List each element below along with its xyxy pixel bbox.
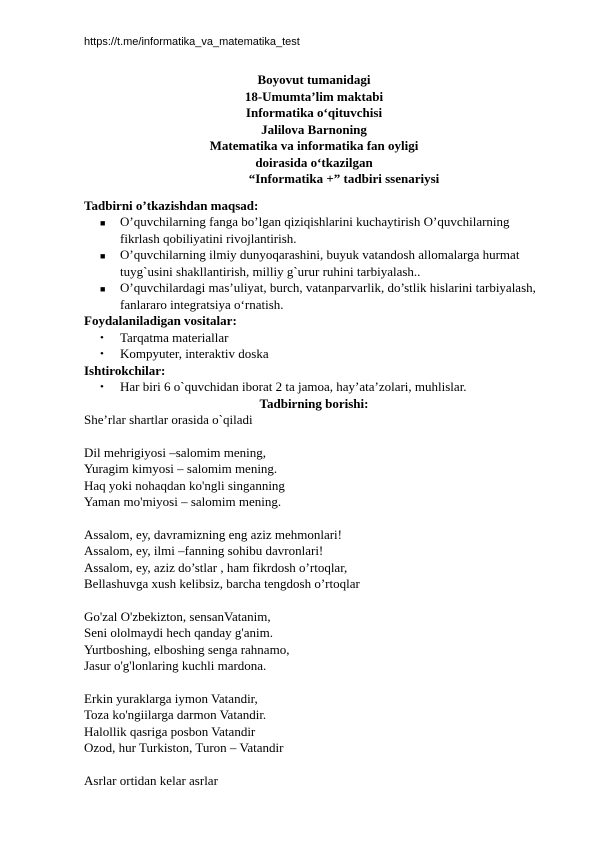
header-line: “Informatika +” tadbiri ssenariysi: [248, 171, 440, 186]
poem-line: Erkin yuraklarga iymon Vatandir,: [84, 690, 258, 706]
bullet-icon: •: [100, 348, 104, 360]
header-line: doirasida o‘tkazilgan: [255, 154, 373, 170]
poem-line: Jasur o'g'lonlaring kuchli mardona.: [84, 658, 267, 673]
poem-line: Assalom, ey, aziz do’stlar , ham fikrdosh o’rtoqlar,: [84, 559, 348, 575]
poem-line: Assalom, ey, davramizning eng aziz mehmonlari!: [84, 526, 342, 542]
list-item: ■ O’quvchilarning ilmiy dunyoqarashini, buyuk vatandosh allomalarga hurmat tuyg`usini shakllantirish, milliy g`urur ruhini tarbiyalash..: [100, 247, 520, 279]
poem-line: Go'zal O'zbekizton, sensanVatanim,: [84, 608, 271, 624]
poem-stanza: [84, 609, 544, 675]
poem-line: Bellashuvga xush kelibsiz, barcha tengdosh o’rtoqlar: [84, 576, 360, 591]
header-line: Jalilova Barnoning: [261, 121, 367, 137]
goal-list: [84, 214, 544, 313]
document-body: [84, 72, 544, 789]
participants-list: [84, 379, 544, 396]
poem-line: Dil mehrigiyosi –salomim mening,: [84, 444, 266, 460]
square-bullet-icon: ■: [100, 284, 106, 294]
list-item: • Har biri 6 o`quvchidan iborat 2 ta jamoa, hay’ata’zolari, muhlislar.: [100, 379, 467, 394]
poem-line: Assalom, ey, ilmi –fanning sohibu davronlari!: [84, 543, 324, 558]
poem-line: Seni ololmaydi hech qanday g'anim.: [84, 625, 273, 640]
list-item: • Tarqatma materiallar: [100, 329, 229, 345]
bullet-icon: •: [100, 331, 104, 344]
poem-line: Asrlar ortidan kelar asrlar: [84, 772, 218, 788]
poem-line: Yuragim kimyosi – salomim mening.: [84, 461, 278, 476]
poem-line: Haq yoki nohaqdan ko'ngli singanning: [84, 477, 285, 493]
poem-line: Toza ko'ngiilarga darmon Vatandir.: [84, 707, 267, 722]
document-header: [84, 72, 544, 188]
poem-stanza: [84, 527, 544, 593]
header-line: Informatika o‘qituvchisi: [245, 105, 383, 120]
header-line: Boyovut tumanidagi: [257, 72, 371, 87]
header-line: 18-Umumta’lim maktabi: [244, 88, 384, 104]
list-item: • Kompyuter, interaktiv doska: [100, 346, 269, 361]
header-line: Matematika va informatika fan oyligi: [209, 138, 419, 153]
square-bullet-icon: ■: [100, 251, 106, 261]
list-item: ■ O’quvchilarning fanga bo’lgan qiziqishlarini kuchaytirish O’quvchilarning fikrlash qobiliyatini rivojlantirish.: [100, 214, 510, 246]
poem-line: Yurtboshing, elboshing senga rahnamo,: [84, 641, 290, 657]
progress-title: Tadbirning borishi:: [259, 395, 369, 411]
poem-line: Ozod, hur Turkiston, Turon – Vatandir: [84, 740, 284, 755]
poem-stanza: [84, 691, 544, 757]
tools-list: [84, 330, 544, 363]
poem-line: Halollik qasriga posbon Vatandir: [84, 723, 256, 739]
intro-text: She’rlar shartlar orasida o`qiladi: [84, 412, 253, 427]
poem-line: Yaman mo'miyosi – salomim mening.: [84, 494, 282, 509]
square-bullet-icon: ■: [100, 218, 106, 228]
tools-title: Foydalaniladigan vositalar:: [84, 313, 237, 328]
list-item: ■ O’quvchilardagi mas’uliyat, burch, vatanparvarlik, do’stlik hislarini tarbiyalash, fanlararo integratsiya o‘rnatish.: [100, 280, 536, 312]
poem-stanza: [84, 773, 544, 790]
page-url[interactable]: https://t.me/informatika_va_matematika_test: [84, 36, 300, 48]
goal-title: Tadbirni o’tkazishdan maqsad:: [84, 197, 259, 213]
bullet-icon: •: [100, 381, 104, 393]
poem-stanza: [84, 445, 544, 511]
participants-title: Ishtirokchilar:: [84, 362, 166, 378]
